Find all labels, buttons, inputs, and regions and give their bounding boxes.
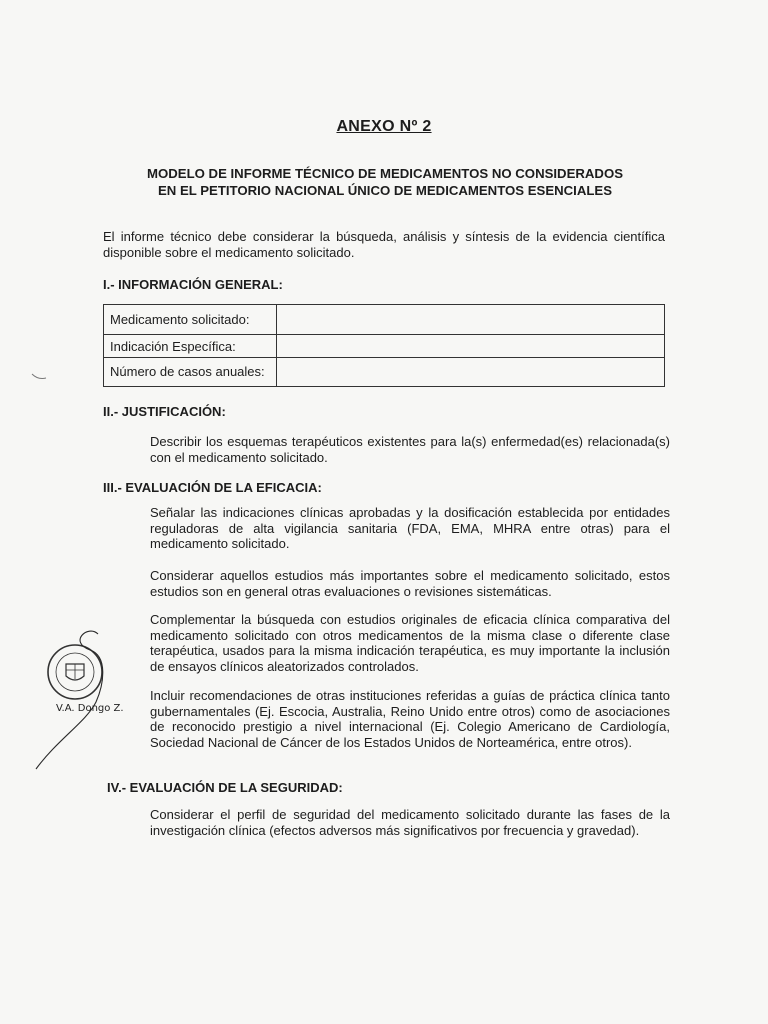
table-row xyxy=(104,358,665,387)
signature-name: V.A. Dongo Z. xyxy=(56,703,124,714)
seguridad-paragraph: Considerar el perfil de seguridad del medicamento solicitado durante las fases de la investigación clínica (efectos adversos más significativos por frecuencia y gravedad). xyxy=(150,807,670,838)
eficacia-paragraph-1: Señalar las indicaciones clínicas aprobadas y la dosificación establecida por entidades reguladoras de alta vigilancia sanitaria (FDA, EMA, MHRA entre otras) para el medicamento solicitado. xyxy=(150,505,670,551)
annex-title: ANEXO Nº 2 xyxy=(336,118,432,135)
subtitle-line-2: EN EL PETITORIO NACIONAL ÚNICO DE MEDICAMENTOS ESENCIALES xyxy=(157,183,613,198)
signature-stroke xyxy=(36,631,103,769)
table-value-field xyxy=(277,335,665,358)
eficacia-paragraph-2: Considerar aquellos estudios más importantes sobre el medicamento solicitado, estos estudios son en general otras evaluaciones o revisiones sistemáticas. xyxy=(150,568,670,599)
table-row xyxy=(104,305,665,335)
subtitle-line-1: MODELO DE INFORME TÉCNICO DE MEDICAMENTOS NO CONSIDERADOS xyxy=(147,166,623,181)
seal-emblem xyxy=(66,664,84,680)
scan-margin-mark xyxy=(30,372,48,382)
table-label: Número de casos anuales: xyxy=(104,358,277,387)
table-label: Indicación Específica: xyxy=(104,335,277,358)
official-seal-stamp xyxy=(28,624,138,774)
section-heading-seguridad: IV.- EVALUACIÓN DE LA SEGURIDAD: xyxy=(107,780,343,795)
eficacia-paragraph-4: Incluir recomendaciones de otras instituciones referidas a guías de práctica clínica tanto gubernamentales (Ej. Escocia, Australia, Reino Unido entre otros) como de asociaciones de reconocido prestigio a nivel internacional (Ej. Colegio Americano de Cardiología, Sociedad Nacional de Cáncer de los Estados Unidos de Norteamérica, entre otros). xyxy=(150,688,670,750)
table-label: Medicamento solicitado: xyxy=(104,305,277,335)
section-heading-justificacion: II.- JUSTIFICACIÓN: xyxy=(103,404,226,419)
table-row xyxy=(104,335,665,358)
general-info-table xyxy=(103,304,665,387)
section-heading-general: I.- INFORMACIÓN GENERAL: xyxy=(103,277,283,292)
intro-paragraph: El informe técnico debe considerar la búsqueda, análisis y síntesis de la evidencia científica disponible sobre el medicamento solicitado. xyxy=(103,229,665,260)
document-subtitle xyxy=(90,165,680,199)
table-value-field xyxy=(277,305,665,335)
eficacia-paragraph-3: Complementar la búsqueda con estudios originales de eficacia clínica comparativa del medicamento solicitado con otros medicamentos de la misma clase o diferente clase terapéutica, usados para la misma indicación terapéutica, es muy importante la inclusión de ensayos clínicos aleatorizados controlados. xyxy=(150,612,670,674)
table-value-field xyxy=(277,358,665,387)
justificacion-paragraph: Describir los esquemas terapéuticos existentes para la(s) enfermedad(es) relacionada(s) con el medicamento solicitado. xyxy=(150,434,670,465)
section-heading-eficacia: III.- EVALUACIÓN DE LA EFICACIA: xyxy=(103,480,322,495)
